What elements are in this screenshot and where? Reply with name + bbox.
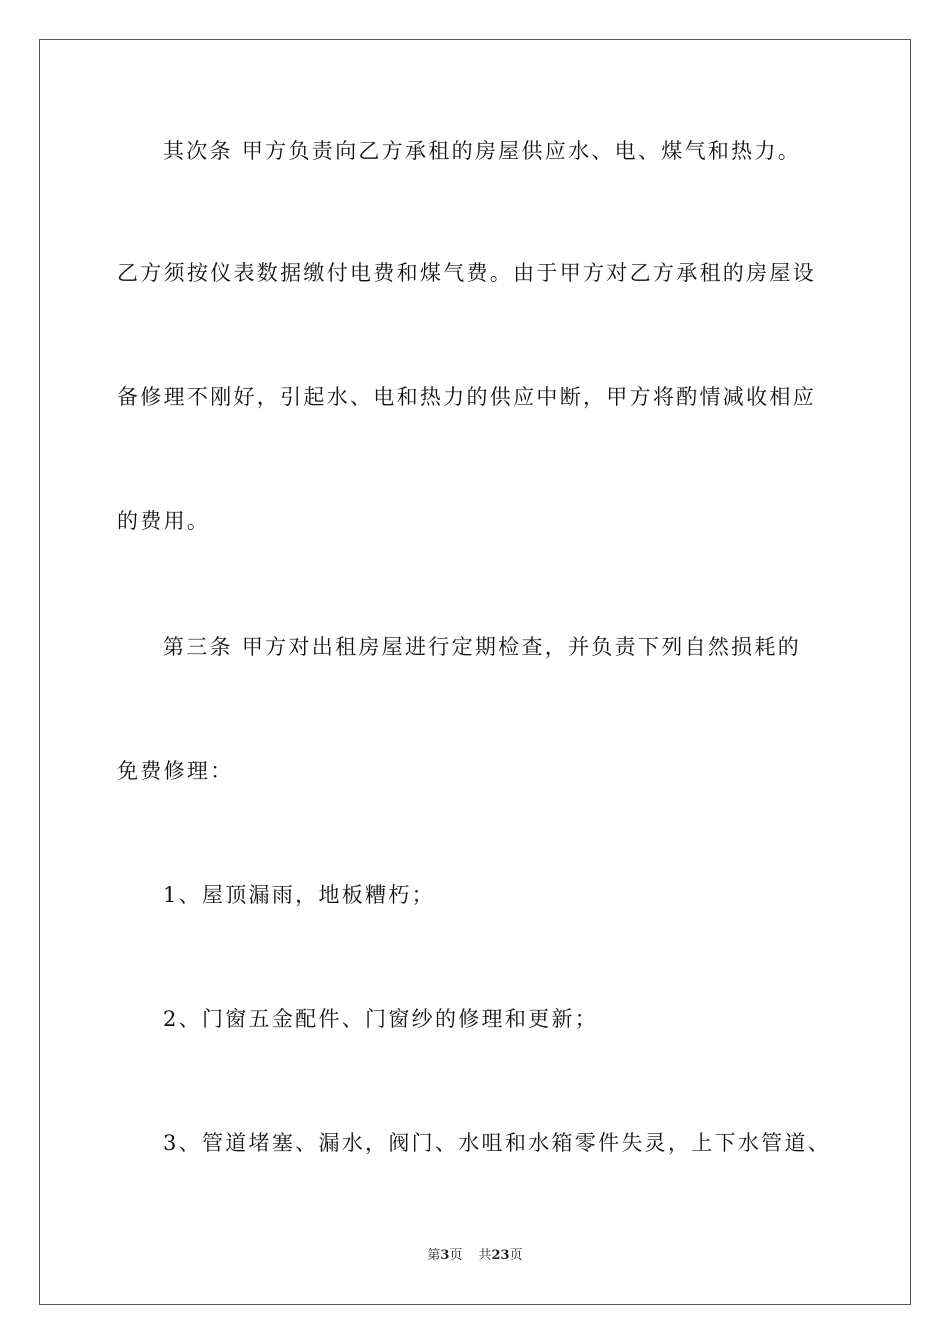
footer-page-suffix: 页 [449, 1248, 463, 1263]
paragraph-line-4: 的费用。 [117, 509, 211, 533]
page-footer [0, 1247, 950, 1265]
list-item-1: 1、屋顶漏雨，地板糟朽； [163, 883, 435, 907]
footer-page-total: 23 [491, 1248, 510, 1263]
footer-total-prefix: 共 [478, 1248, 492, 1263]
footer-page-current: 3 [440, 1248, 450, 1263]
paragraph-line-2: 乙方须按仪表数据缴付电费和煤气费。由于甲方对乙方承租的房屋设 [117, 261, 816, 285]
paragraph-line-3: 备修理不刚好，引起水、电和热力的供应中断，甲方将酌情减收相应 [117, 385, 816, 409]
list-item-3: 3、管道堵塞、漏水，阀门、水咀和水箱零件失灵，上下水管道、 [163, 1131, 832, 1155]
list-item-2: 2、门窗五金配件、门窗纱的修理和更新； [163, 1007, 599, 1031]
paragraph-line-6: 免费修理： [117, 759, 234, 783]
footer-page-prefix: 第 [427, 1248, 441, 1263]
paragraph-line-5: 第三条 甲方对出租房屋进行定期检查，并负责下列自然损耗的 [163, 635, 802, 659]
footer-total-suffix: 页 [509, 1248, 523, 1263]
paragraph-line-1: 其次条 甲方负责向乙方承租的房屋供应水、电、煤气和热力。 [163, 139, 802, 163]
page-border [39, 39, 911, 1305]
